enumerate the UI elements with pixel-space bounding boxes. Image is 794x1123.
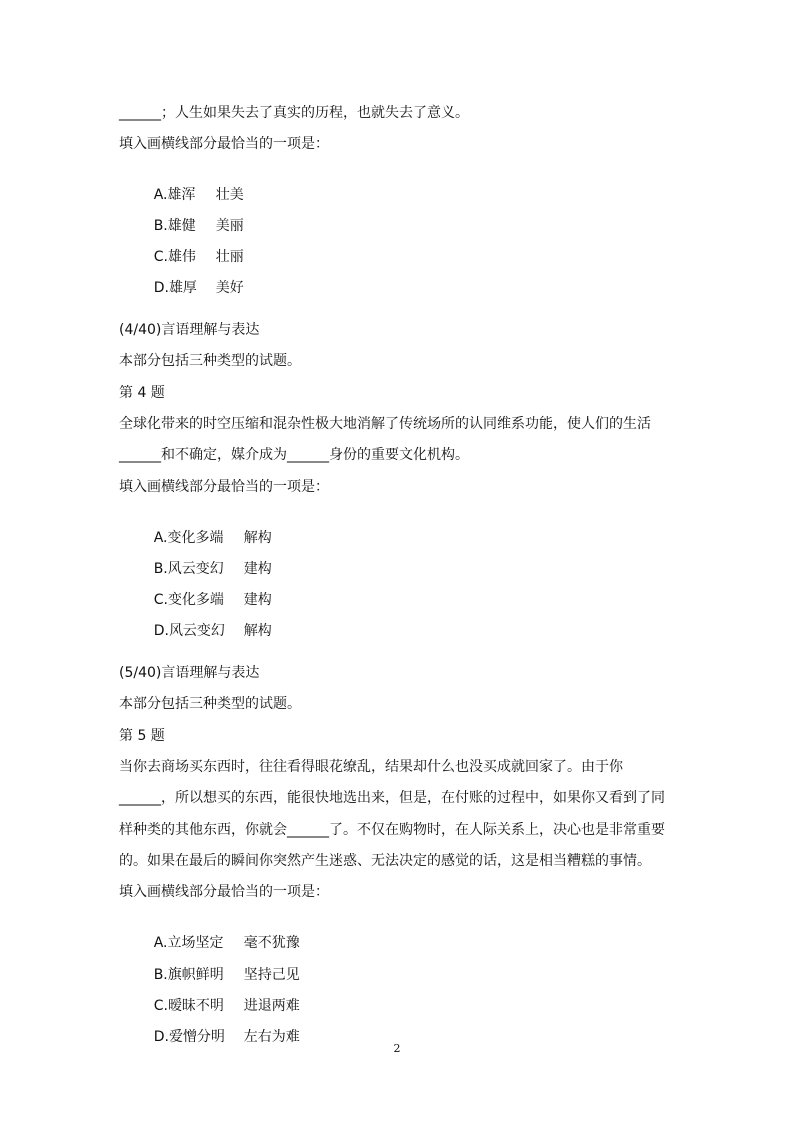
- option-first: 雄伟: [167, 249, 196, 265]
- q4-prompt: 填入画横线部分最恰当的一项是：: [119, 479, 329, 495]
- option-letter: A.: [153, 935, 168, 951]
- option-letter: D.: [153, 1029, 169, 1045]
- q5-header: (5/40)言语理解与表达: [119, 665, 260, 681]
- q4-number: 第 4 题: [119, 385, 165, 401]
- page-number: 2: [393, 1042, 401, 1055]
- option-letter: B.: [153, 561, 168, 577]
- option-second: 建构: [243, 592, 272, 608]
- option-first: 变化多端: [167, 592, 224, 608]
- option-second: 左右为难: [243, 1029, 300, 1045]
- q5-prompt: 填入画横线部分最恰当的一项是：: [119, 884, 329, 900]
- option-second: 解构: [243, 623, 272, 639]
- option-letter: D.: [153, 623, 169, 639]
- q4-option-d: [127, 601, 272, 661]
- option-first: 立场坚定: [167, 935, 224, 951]
- q3-stem-tail: ______；人生如果失去了真实的历程，也就失去了意义。: [119, 105, 469, 121]
- q4-stem-line-1: 全球化带来的时空压缩和混杂性极大地消解了传统场所的认同维系功能，使人们的生活: [119, 416, 651, 432]
- option-letter: A.: [153, 530, 168, 546]
- q5-section-note: 本部分包括三种类型的试题。: [119, 696, 301, 712]
- option-letter: C.: [153, 249, 168, 265]
- q4-header: (4/40)言语理解与表达: [119, 322, 260, 338]
- option-letter: A.: [153, 187, 168, 203]
- option-second: 美丽: [215, 218, 244, 234]
- q5-number: 第 5 题: [119, 728, 165, 744]
- option-letter: B.: [153, 218, 168, 234]
- q4-stem-line-2: ______和不确定，媒介成为______身份的重要文化机构。: [119, 447, 469, 463]
- option-first: 爱憎分明: [168, 1029, 225, 1045]
- q5-option-d: [127, 1007, 300, 1067]
- option-letter: B.: [153, 967, 168, 983]
- q3-prompt: 填入画横线部分最恰当的一项是：: [119, 136, 329, 152]
- option-letter: D.: [153, 280, 169, 296]
- option-first: 风云变幻: [168, 623, 225, 639]
- option-second: 坚持己见: [243, 967, 300, 983]
- option-second: 壮丽: [215, 249, 244, 265]
- option-second: 解构: [243, 530, 272, 546]
- option-second: 建构: [243, 561, 272, 577]
- option-second: 进退两难: [243, 998, 300, 1014]
- q5-stem-line-4: 的。如果在最后的瞬间你突然产生迷惑、无法决定的感觉的话，这是相当糟糕的事情。: [119, 853, 651, 869]
- option-first: 变化多端: [167, 530, 224, 546]
- option-first: 雄浑: [167, 187, 196, 203]
- option-letter: C.: [153, 592, 168, 608]
- option-first: 雄厚: [168, 280, 197, 296]
- option-second: 毫不犹豫: [243, 935, 300, 951]
- option-first: 雄健: [167, 218, 196, 234]
- q5-stem-line-3: 样种类的其他东西，你就会______了。不仅在购物时，在人际关系上，决心也是非常重要: [119, 822, 665, 838]
- q5-stem-line-1: 当你去商场买东西时，往往看得眼花缭乱，结果却什么也没买成就回家了。由于你: [119, 759, 623, 775]
- option-letter: C.: [153, 998, 168, 1014]
- option-first: 旗帜鲜明: [167, 967, 224, 983]
- option-second: 壮美: [215, 187, 244, 203]
- option-first: 风云变幻: [167, 561, 224, 577]
- option-first: 暧昧不明: [167, 998, 224, 1014]
- q5-stem-line-2: ______，所以想买的东西，能很快地选出来，但是，在付账的过程中，如果你又看到了同: [119, 790, 665, 806]
- option-second: 美好: [215, 280, 244, 296]
- q4-section-note: 本部分包括三种类型的试题。: [119, 353, 301, 369]
- q3-option-d: [127, 258, 244, 318]
